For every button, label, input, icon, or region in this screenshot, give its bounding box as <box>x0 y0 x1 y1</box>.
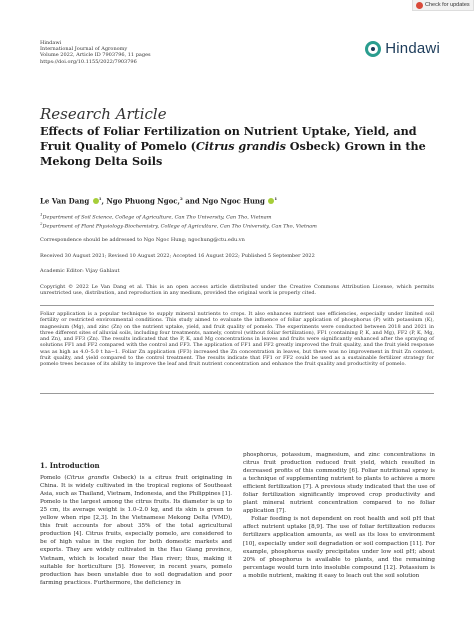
correspondence: Correspondence should be addressed to Ngo Ngoc Hung; ngochung@ctu.edu.vn <box>40 237 245 243</box>
intro-right-column <box>243 451 435 580</box>
author-1-affil: 1 <box>98 196 102 201</box>
doi-link[interactable]: https://doi.org/10.1155/2022/7903796 <box>40 58 137 65</box>
affiliations <box>40 212 317 230</box>
intro-left-column: 1. Introduction Pomelo (Citrus grandis Osbeck) is a citrus fruit originating in China. It is widely cultivated in the tropical regions of Southeast Asia, such as Thailand, Vietnam, Indonesia, and the Philippines [1]. Pomelo is the largest among the citrus fruits. Its diameter is up to 25 cm, its average weight is 1.0–2.0 kg, and its skin is green to yellow when ripe [2,3]. In the Vietnamese Mekong Delta (VMD), this fruit accounts for about 35% of the total agricultural production [4]. Citrus fruits, especially pomelo, are considered to be of high value in the region for both domestic markets and exports. They are widely cultivated in the Hau Giang province, Vietnam, which is located near the Hau river; thus, making it suitable for horticulture [5]. However, in recent years, pomelo production has been unstable due to soil degradation and poor farming practices. Furthermore, the deficiency in <box>40 461 232 586</box>
paragraph: Foliar feeding is not dependent on root health and soil pH that affect nutrient uptake [8,9]. The use of foliar fertilization reduces fertilizers application amounts, as well as its loss to environment [10], especially under soil degradation or soil compaction [11]. For example, phosphorus easily precipitates under low soil pH; about 20% of phosphorus is available to plants, and the remaining percentage would turn into insoluble compound [12]. Potassium is a mobile nutrient, making it easy to leach out the soil solution <box>243 516 435 579</box>
affiliation-1: $^1$Department of Soil Science, College of Agriculture, Can Tho University, Can Tho, Vietnam <box>40 212 272 221</box>
article-type: Research Article <box>40 105 167 123</box>
divider-bottom <box>40 393 434 394</box>
title-italic: Citrus grandis <box>195 139 286 153</box>
check-for-updates-badge[interactable] <box>412 0 474 11</box>
article-title <box>40 124 440 169</box>
academic-editor: Academic Editor: Vijay Gahlaut <box>40 268 120 274</box>
author-list <box>40 196 277 205</box>
title-part-2: Osbeck) Grown in the Mekong Delta Soils <box>40 139 426 168</box>
divider-top <box>40 305 434 306</box>
hindawi-logo-icon <box>365 41 381 57</box>
hindawi-logo-text: Hindawi <box>385 40 440 57</box>
author-1: Le Van Dang <box>40 196 90 206</box>
journal-meta <box>40 40 151 65</box>
hindawi-logo <box>365 40 440 57</box>
title-part-1: Effects of Foliar Fertilization on Nutrient Uptake, Yield, and Fruit Quality of Pomelo ( <box>40 124 417 153</box>
abstract: Foliar application is a popular technique to supply mineral nutrients to crops. It also enhances nutrient use efficiencies, especially under limited soil fertility or restricted environmental conditions. This study aimed to evaluate the influence of foliar application of phosphorus (P) with potassium (K), magnesium (Mg), and zinc (Zn) on the nutrient uptake, yield, and fruit quality of pomelo. The experiments were conducted between 2018 and 2021 in three different sites of alluvial soils, including four treatments, namely, control (without foliar fertilization), FF1 (containing P, K, and Mg), FF2 (P, K, Mg, and Zn), and FF3 (Zn). The results indicated that the P, K, and Mg concentrations in leaves and fruits were significantly enhanced after the spraying of solutions FF1 and FF2 compared with the control and FF3. The application of FF1 and FF2 greatly improved the fruit quality, and the fruit yield response was as high as 4.0–5.0 t ha−1. Foliar Zn application (FF3) increased the Zn concentration in leaves, but there was no improvement in fruit Zn content, fruit quality, and yield compared to the control treatment. The results indicate that FF1 or FF2 could be used as a sustainable fertilizer strategy for pomelo trees because of its ability to improve the leaf and fruit nutrient concentration and enhance the fruit quality and productivity of pomelo. <box>40 311 434 368</box>
check-updates-icon <box>416 2 423 9</box>
author-3: and Ngo Ngoc Hung <box>182 196 265 206</box>
author-2-affil: 2 <box>179 196 183 201</box>
volume-info: Volume 2022, Article ID 7903796, 11 pages <box>40 52 151 59</box>
author-3-affil: 1 <box>274 196 278 201</box>
section-heading: 1. Introduction <box>40 461 100 470</box>
paragraph: phosphorus, potassium, magnesium, and zinc concentrations in citrus fruit production reduced fruit yield, which resulted in decreased profits of this commodity [6]. Foliar nutritional spray is a technique of supplementing nutrient to plants to achieve a more efficient fertilization [7]. A previous study indicated that the use of foliar fertilization significantly improved crop productivity and plant mineral nutrient concentration compared to no foliar application [7]. <box>243 452 435 515</box>
dates: Received 30 August 2021; Revised 10 August 2022; Accepted 16 August 2022; Published 5 September 2022 <box>40 253 315 259</box>
publisher-name: Hindawi <box>40 40 62 46</box>
affiliation-2: $^2$Department of Plant Physiology-Biochemistry, College of Agriculture, Can Tho University, Can Tho, Vietnam <box>40 221 317 230</box>
copyright: Copyright © 2022 Le Van Dang et al. This is an open access article distributed under the Creative Commons Attribution License, which permits unrestricted use, distribution, and reproduction in any medium, provided the original work is properly cited. <box>40 284 434 297</box>
check-updates-label: Check for updates <box>425 2 470 8</box>
author-2: , Ngo Phuong Ngoc, <box>101 196 180 206</box>
journal-name: International Journal of Agronomy <box>40 46 128 53</box>
